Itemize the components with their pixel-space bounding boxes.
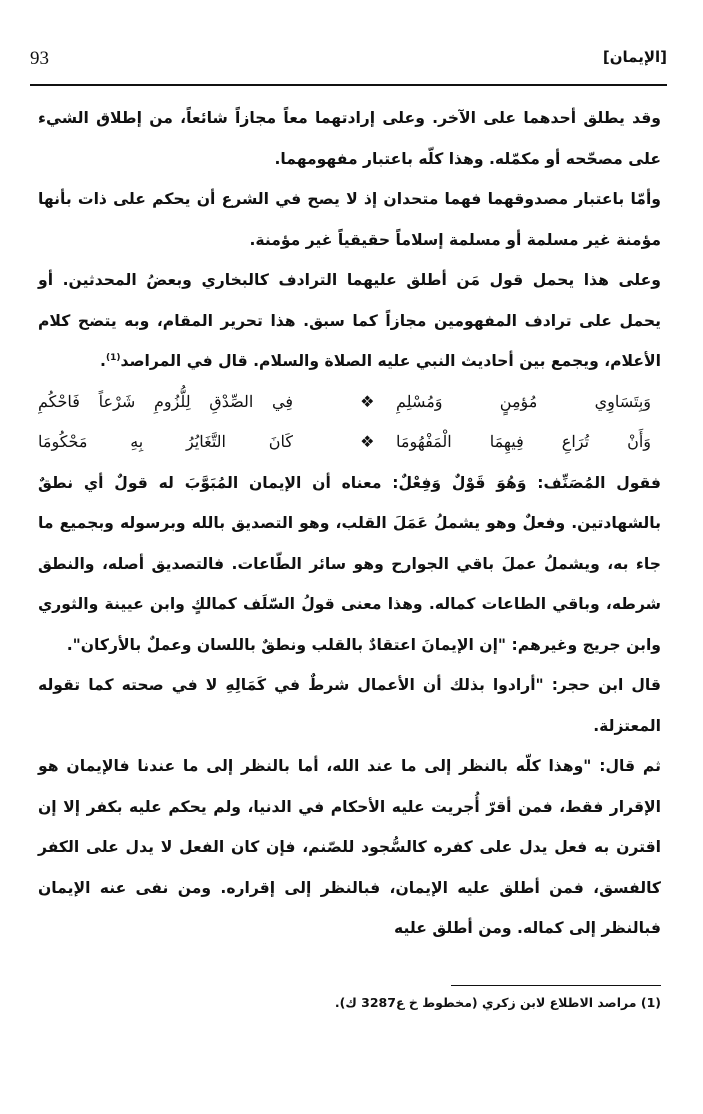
paragraph-5: قال ابن حجر: "أرادوا بذلك أن الأعمال شرطٌ في كَمَالِهِ لا في صحته كما تقوله المعتزلة. xyxy=(38,676,661,735)
paragraph-2: وأمّا باعتبار مصدوقهما فهما متحدان إذ لا يصح في الشرع أن يحكم على ذات بأنها مؤمنة غير مسلمة أو مسلمة إسلاماً حقيقياً غير مؤمنة. xyxy=(38,190,661,249)
footnote-text: مراصد الاطلاع لابن زكري (مخطوط خ ع3287 ك). xyxy=(334,995,637,1010)
paragraph-3 xyxy=(38,260,661,382)
header-rule xyxy=(30,84,667,86)
footnote-reference: (1) xyxy=(105,352,121,363)
verse-line-2 xyxy=(38,422,651,463)
poem-verses xyxy=(38,382,661,463)
verse-2-second-hemistich: كَانَ التَّغَايُرُ بِهِ مَحْكُومَا xyxy=(38,432,293,451)
chapter-title: [الإيمان] xyxy=(602,48,667,66)
footnote xyxy=(38,995,661,1010)
verse-1-second-hemistich: فِي الصِّدْقِ لِلُّزُومِ شَرْعاً فَاحْكُمِ xyxy=(38,391,293,411)
verse-separator-icon: ❖ xyxy=(360,391,375,411)
footnote-number: (1) xyxy=(640,995,661,1010)
verse-2-first-hemistich: وَأَنْ تُرَاعِ فِيهِمَا الْمَفْهُومَا xyxy=(396,432,651,451)
footnote-rule xyxy=(451,985,661,986)
page-header xyxy=(30,44,667,88)
paragraph-4: فقول المُصَنِّف: وَهُوَ قَوْلٌ وَفِعْلٌ: معناه أن الإيمان المُبَوَّبَ له قولٌ أي نطقٌ بالشهادتين. وفعلٌ وهو يشملُ عَمَلَ القلب، وهو التصديق بالله وبرسوله وبجميع ما جاء به، ويشملُ عملَ باقي الجوارح وهو سائر الطّاعات. فالتصديق أصله، والنطق شرطه، وباقي الطاعات كماله. وهذا معنى قولُ السّلَف كمالكٍ وابن عيينة والثوري وابن جريج وغيرهم: "إن الإيمانَ اعتقادٌ بالقلب ونطقٌ باللسان وعملٌ بالأركان". xyxy=(38,473,661,654)
verse-separator-icon: ❖ xyxy=(360,432,375,451)
verse-1-first-hemistich: وَبِتَسَاوِي مُؤمِنٍ وَمُسْلِمِ xyxy=(396,391,651,411)
paragraph-1: وقد يطلق أحدهما على الآخر. وعلى إرادتهما معاً مجازاً شائعاً، من إطلاق الشيء على مصحّحه أو مكمّله. وهذا كلّه باعتبار مفهومهما. xyxy=(38,109,661,168)
paragraph-3-text: وعلى هذا يحمل قول مَن أطلق عليهما الترادف كالبخاري وبعضُ المحدثين. أو يحمل على ترادف المفهومين مجازاً كما سبق. هذا تحرير المقام، وبه يتضح كلام الأعلام، ويجمع بين أحاديث النبي عليه الصلاة والسلام. قال في المراصد xyxy=(38,271,661,370)
main-text xyxy=(38,98,661,949)
page-number: 93 xyxy=(30,48,49,69)
verse-line-1 xyxy=(38,382,651,423)
paragraph-6: ثم قال: "وهذا كلّه بالنظر إلى ما عند الله، أما بالنظر إلى ما عندنا فالإيمان هو الإقرار فقط، فمن أقرّ أُجريت عليه الأحكام في الدنيا، ولم يحكم عليه بكفر إلا إن اقترن به فعل يدل على كفره كالسُّجود للصّنم، فإن كان الفعل لا يدل على الكفر كالفسق، فمن أطلق عليه الإيمان، فبالنظر إلى إقراره. ومن نفى عنه الإيمان فبالنظر إلى كماله. ومن أطلق عليه xyxy=(38,757,661,937)
paragraph-3-end: . xyxy=(100,352,106,370)
